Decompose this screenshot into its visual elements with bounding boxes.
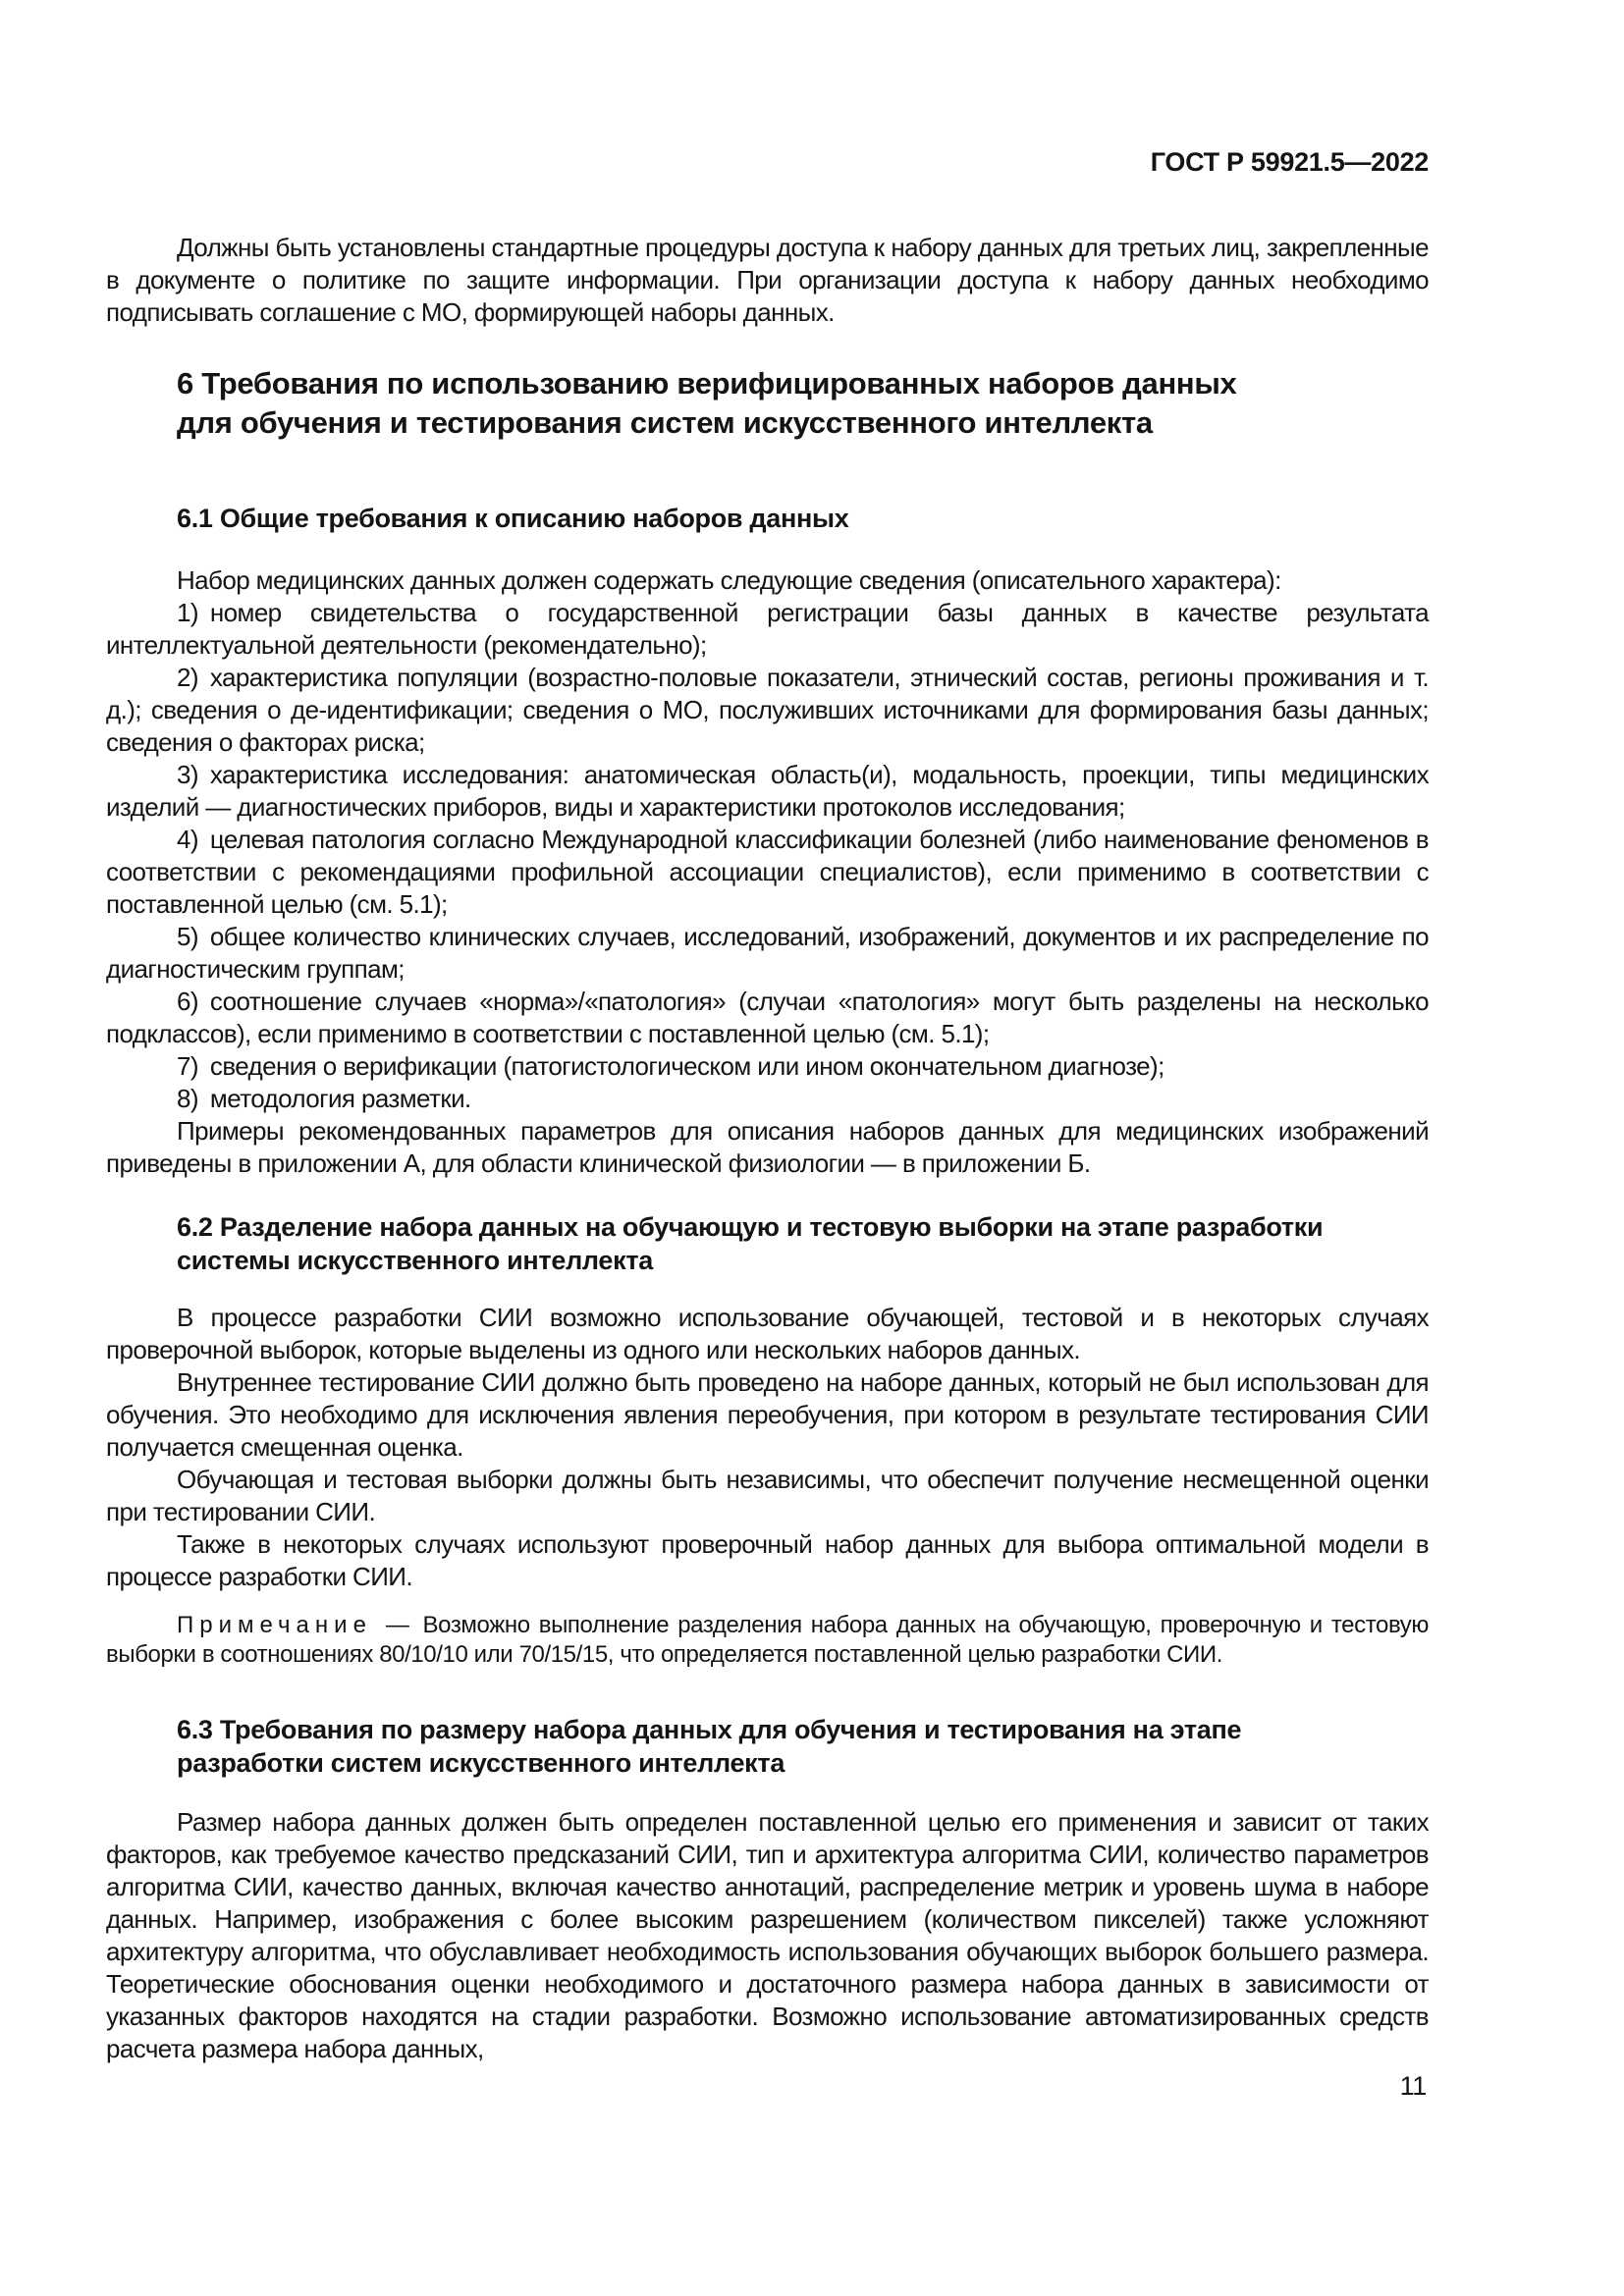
section-6-3-paragraph: Размер набора данных должен быть определен поставленной целью его применения и зависит от таких факторов, как требуемое качество предсказаний СИИ, тип и архитектура алгоритма СИИ, количество параметров алгоритма СИИ, качество данных, включая качество аннотаций, распределение метрик и уровень шума в наборе данных. Например, изображения с более высоким разрешением (количеством пикселей) также усложняют архитектуру алгоритма, что обуславливает необходимость использования обучающих выборок большего размера. Теоретические обоснования оценки необходимого и достаточного размера набора данных в зависимости от указанных факторов находятся на стадии разработки. Возможно использование автоматизированных средств расчета размера набора данных, <box>106 1807 1429 2063</box>
list-item-number: 8) <box>177 1084 198 1113</box>
note-paragraph <box>106 1611 1429 1670</box>
section-6-1-lead-paragraph: Набор медицинских данных должен содержать следующие сведения (описательного характера): <box>177 565 1281 595</box>
list-item-text: характеристика исследования: анатомическая область(и), модальность, проекции, типы медицинских изделий — диагностических приборов, виды и характеристики протоколов исследования; <box>106 760 1429 822</box>
doc-number: ГОСТ Р 59921.5—2022 <box>1150 147 1429 177</box>
section-6-3-heading-line-2: разработки систем искусственного интеллекта <box>177 1748 785 1778</box>
list-item-text: соотношение случаев «норма»/«патология» (случаи «патология» могут быть разделены на несколько подклассов), если применимо в соответствии с поставленной целью (см. 5.1); <box>106 987 1429 1048</box>
section-6-2-heading <box>177 1210 1429 1277</box>
list-item-number: 6) <box>177 987 198 1016</box>
list-item <box>106 759 1429 824</box>
section-6-heading <box>177 364 1429 443</box>
list-item <box>106 1050 1429 1083</box>
list-item-number: 2) <box>177 663 198 692</box>
list-item-text: общее количество клинических случаев, исследований, изображений, документов и их распределение по диагностическим группам; <box>106 922 1429 984</box>
section-6-2-paragraph: Обучающая и тестовая выборки должны быть независимы, что обеспечит получение несмещенной оценки при тестировании СИИ. <box>106 1465 1429 1526</box>
list-item-number: 4) <box>177 825 198 854</box>
intro-paragraph: Должны быть установлены стандартные процедуры доступа к набору данных для третьих лиц, закрепленные в документе о политике по защите информации. При организации доступа к набору данных необходимо подписывать соглашение с МО, формирующей наборы данных. <box>106 233 1429 327</box>
note-text: Возможно выполнение разделения набора данных на обучающую, проверочную и тестовую выборки в соотношениях 80/10/10 или 70/15/15, что определяется поставленной целью разработки СИИ. <box>106 1612 1429 1668</box>
section-6-heading-line-1: 6 Требования по использованию верифицированных наборов данных <box>177 366 1237 400</box>
list-item-text: характеристика популяции (возрастно-половые показатели, этнический состав, регионы проживания и т. д.); сведения о де-идентификации; сведения о МО, послуживших источниками для формирования базы данных; сведения о факторах риска; <box>106 663 1429 757</box>
section-6-2-paragraph: В процессе разработки СИИ возможно использование обучающей, тестовой и в некоторых случаях проверочной выборок, которые выделены из одного или нескольких наборов данных. <box>106 1303 1429 1364</box>
list-item <box>106 1083 1429 1115</box>
section-6-1-heading: 6.1 Общие требования к описанию наборов данных <box>177 504 849 533</box>
list-item-text: сведения о верификации (патогистологическом или ином окончательном диагнозе); <box>209 1051 1164 1081</box>
note-label: Примечание <box>177 1612 372 1638</box>
list-item-text: целевая патология согласно Международной классификации болезней (либо наименование феноменов в соответствии с рекомендациями профильной ассоциации специалистов), если применимо в соответствии с поставленной целью (см. 5.1); <box>106 825 1429 919</box>
section-6-1-closing-paragraph: Примеры рекомендованных параметров для описания наборов данных для медицинских изображений приведены в приложении А, для области клинической физиологии — в приложении Б. <box>106 1116 1429 1178</box>
page-number: 11 <box>1399 2071 1427 2101</box>
list-item <box>106 986 1429 1050</box>
section-6-3-heading <box>177 1713 1429 1780</box>
section-6-3-heading-line-1: 6.3 Требования по размеру набора данных для обучения и тестирования на этапе <box>177 1715 1242 1744</box>
list-item-number: 5) <box>177 922 198 951</box>
list-item-text: номер свидетельства о государственной регистрации базы данных в качестве результата интеллектуальной деятельности (рекомендательно); <box>106 598 1429 660</box>
section-6-2-heading-line-2: системы искусственного интеллекта <box>177 1246 653 1275</box>
list-item <box>106 597 1429 662</box>
list-item <box>106 662 1429 759</box>
section-6-2-paragraph: Внутреннее тестирование СИИ должно быть проведено на наборе данных, который не был использован для обучения. Это необходимо для исключения явления переобучения, при котором в результате тестирования СИИ получается смещенная оценка. <box>106 1367 1429 1462</box>
note-dash: — <box>385 1612 409 1638</box>
section-6-2-paragraph: Также в некоторых случаях используют проверочный набор данных для выбора оптимальной модели в процессе разработки СИИ. <box>106 1529 1429 1591</box>
list-item-number: 1) <box>177 598 198 627</box>
list-item-text: методология разметки. <box>209 1084 471 1113</box>
section-6-heading-line-2: для обучения и тестирования систем искусственного интеллекта <box>177 405 1153 440</box>
list-item <box>106 921 1429 986</box>
page-content <box>106 232 1429 2065</box>
list-item-number: 3) <box>177 760 198 789</box>
section-6-2-heading-line-1: 6.2 Разделение набора данных на обучающую и тестовую выборки на этапе разработки <box>177 1212 1324 1242</box>
list-item <box>106 824 1429 921</box>
list-item-number: 7) <box>177 1051 198 1081</box>
